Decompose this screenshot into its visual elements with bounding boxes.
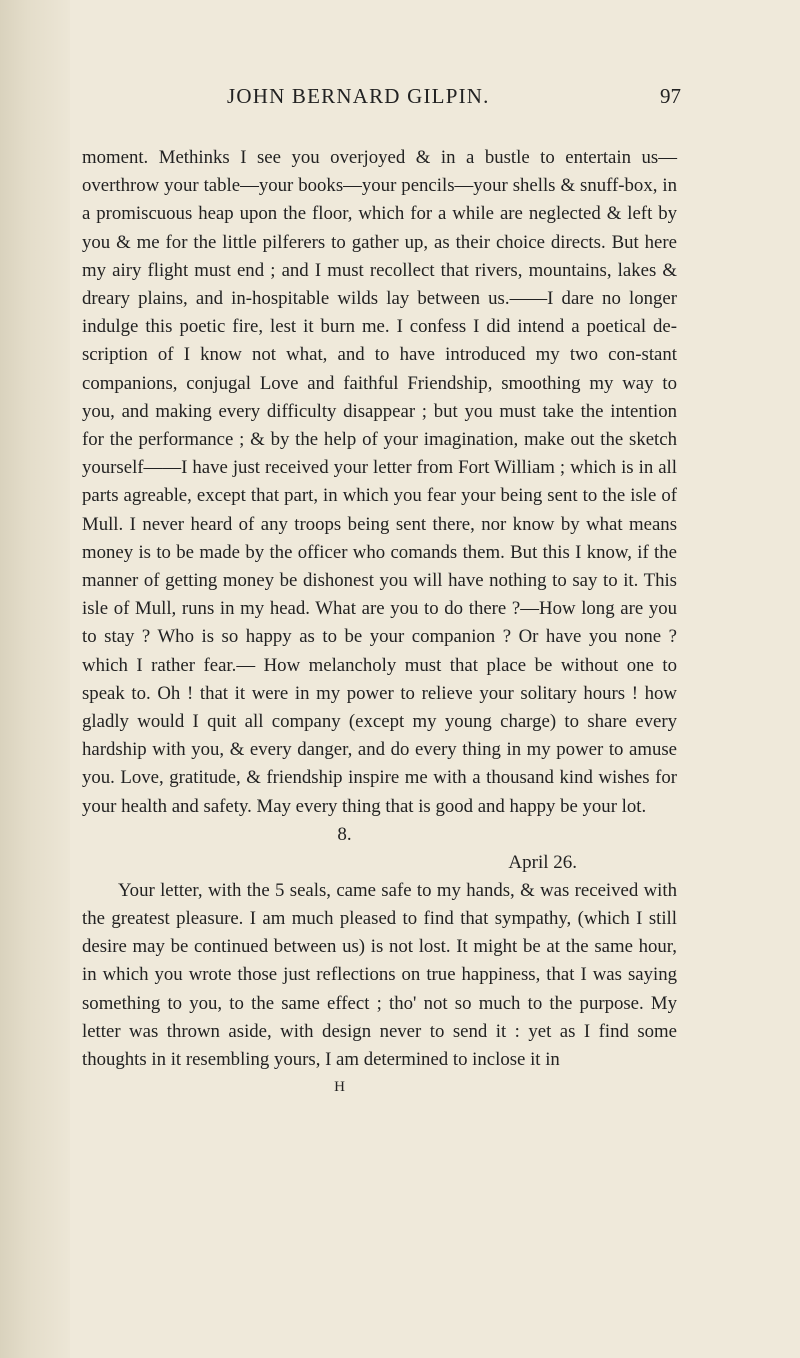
- letter-number: 8.: [337, 823, 352, 845]
- signature-mark: H: [334, 1079, 345, 1096]
- running-title: JOHN BERNARD GILPIN.: [227, 84, 490, 108]
- book-page: [82, 84, 681, 1100]
- running-head: [82, 84, 681, 120]
- page-gutter-shadow: [0, 0, 70, 1358]
- paragraph-letter-8: Your letter, with the 5 seals, came safe to my hands, & was received with the greatest pleasure. I am much pleased to find that sympathy, (which I still desire may be continued between us) is not lost. It might be at the same hour, in which you wrote those just reflections on true happiness, that I was saying something to you, to the same effect ; tho' not so much to the purpose. My letter was thrown aside, with design never to send it : yet as I find some thoughts in it resembling yours, I am determined to inclose it in: [82, 879, 677, 1071]
- page-body: [82, 144, 677, 1100]
- letter-date: April 26.: [508, 851, 577, 873]
- paragraph-continued: moment. Methinks I see you overjoyed & in a bustle to entertain us—overthrow your table—your books—your pencils—your shells & snuff-box, in a promiscuous heap upon the floor, which for a while are neglected & left by you & me for the little pilferers to gather up, as their choice directs. But here my airy flight must end ; and I must recollect that rivers, mountains, lakes & dreary plains, and in-hospitable wilds lay between us.——I dare no longer indulge this poetic fire, lest it burn me. I confess I did intend a poetical de-scription of I know not what, and to have introduced my two con-stant companions, conjugal Love and faithful Friendship, smoothing my way to you, and making every difficulty disappear ; but you must take the intention for the performance ; & by the help of your imagination, make out the sketch yourself——I have just received your letter from Fort William ; which is in all parts agreable, except that part, in which you fear your being sent to the isle of Mull. I never heard of any troops being sent there, nor know by what means money is to be made by the officer who comands them. But this I know, if the manner of getting money be dishonest you will have nothing to say to it. This isle of Mull, runs in my head. What are you to do there ?—How long are you to stay ? Who is so happy as to be your companion ? Or have you none ? which I rather fear.— How melancholy must that place be without one to speak to. Oh ! that it were in my power to relieve your solitary hours ! how gladly would I quit all company (except my young charge) to share every hardship with you, & every danger, and do every thing in my power to amuse you. Love, gratitude, & friendship inspire me with a thousand kind wishes for your health and safety. May every thing that is good and happy be your lot.: [82, 147, 677, 817]
- page-number: 97: [660, 84, 681, 108]
